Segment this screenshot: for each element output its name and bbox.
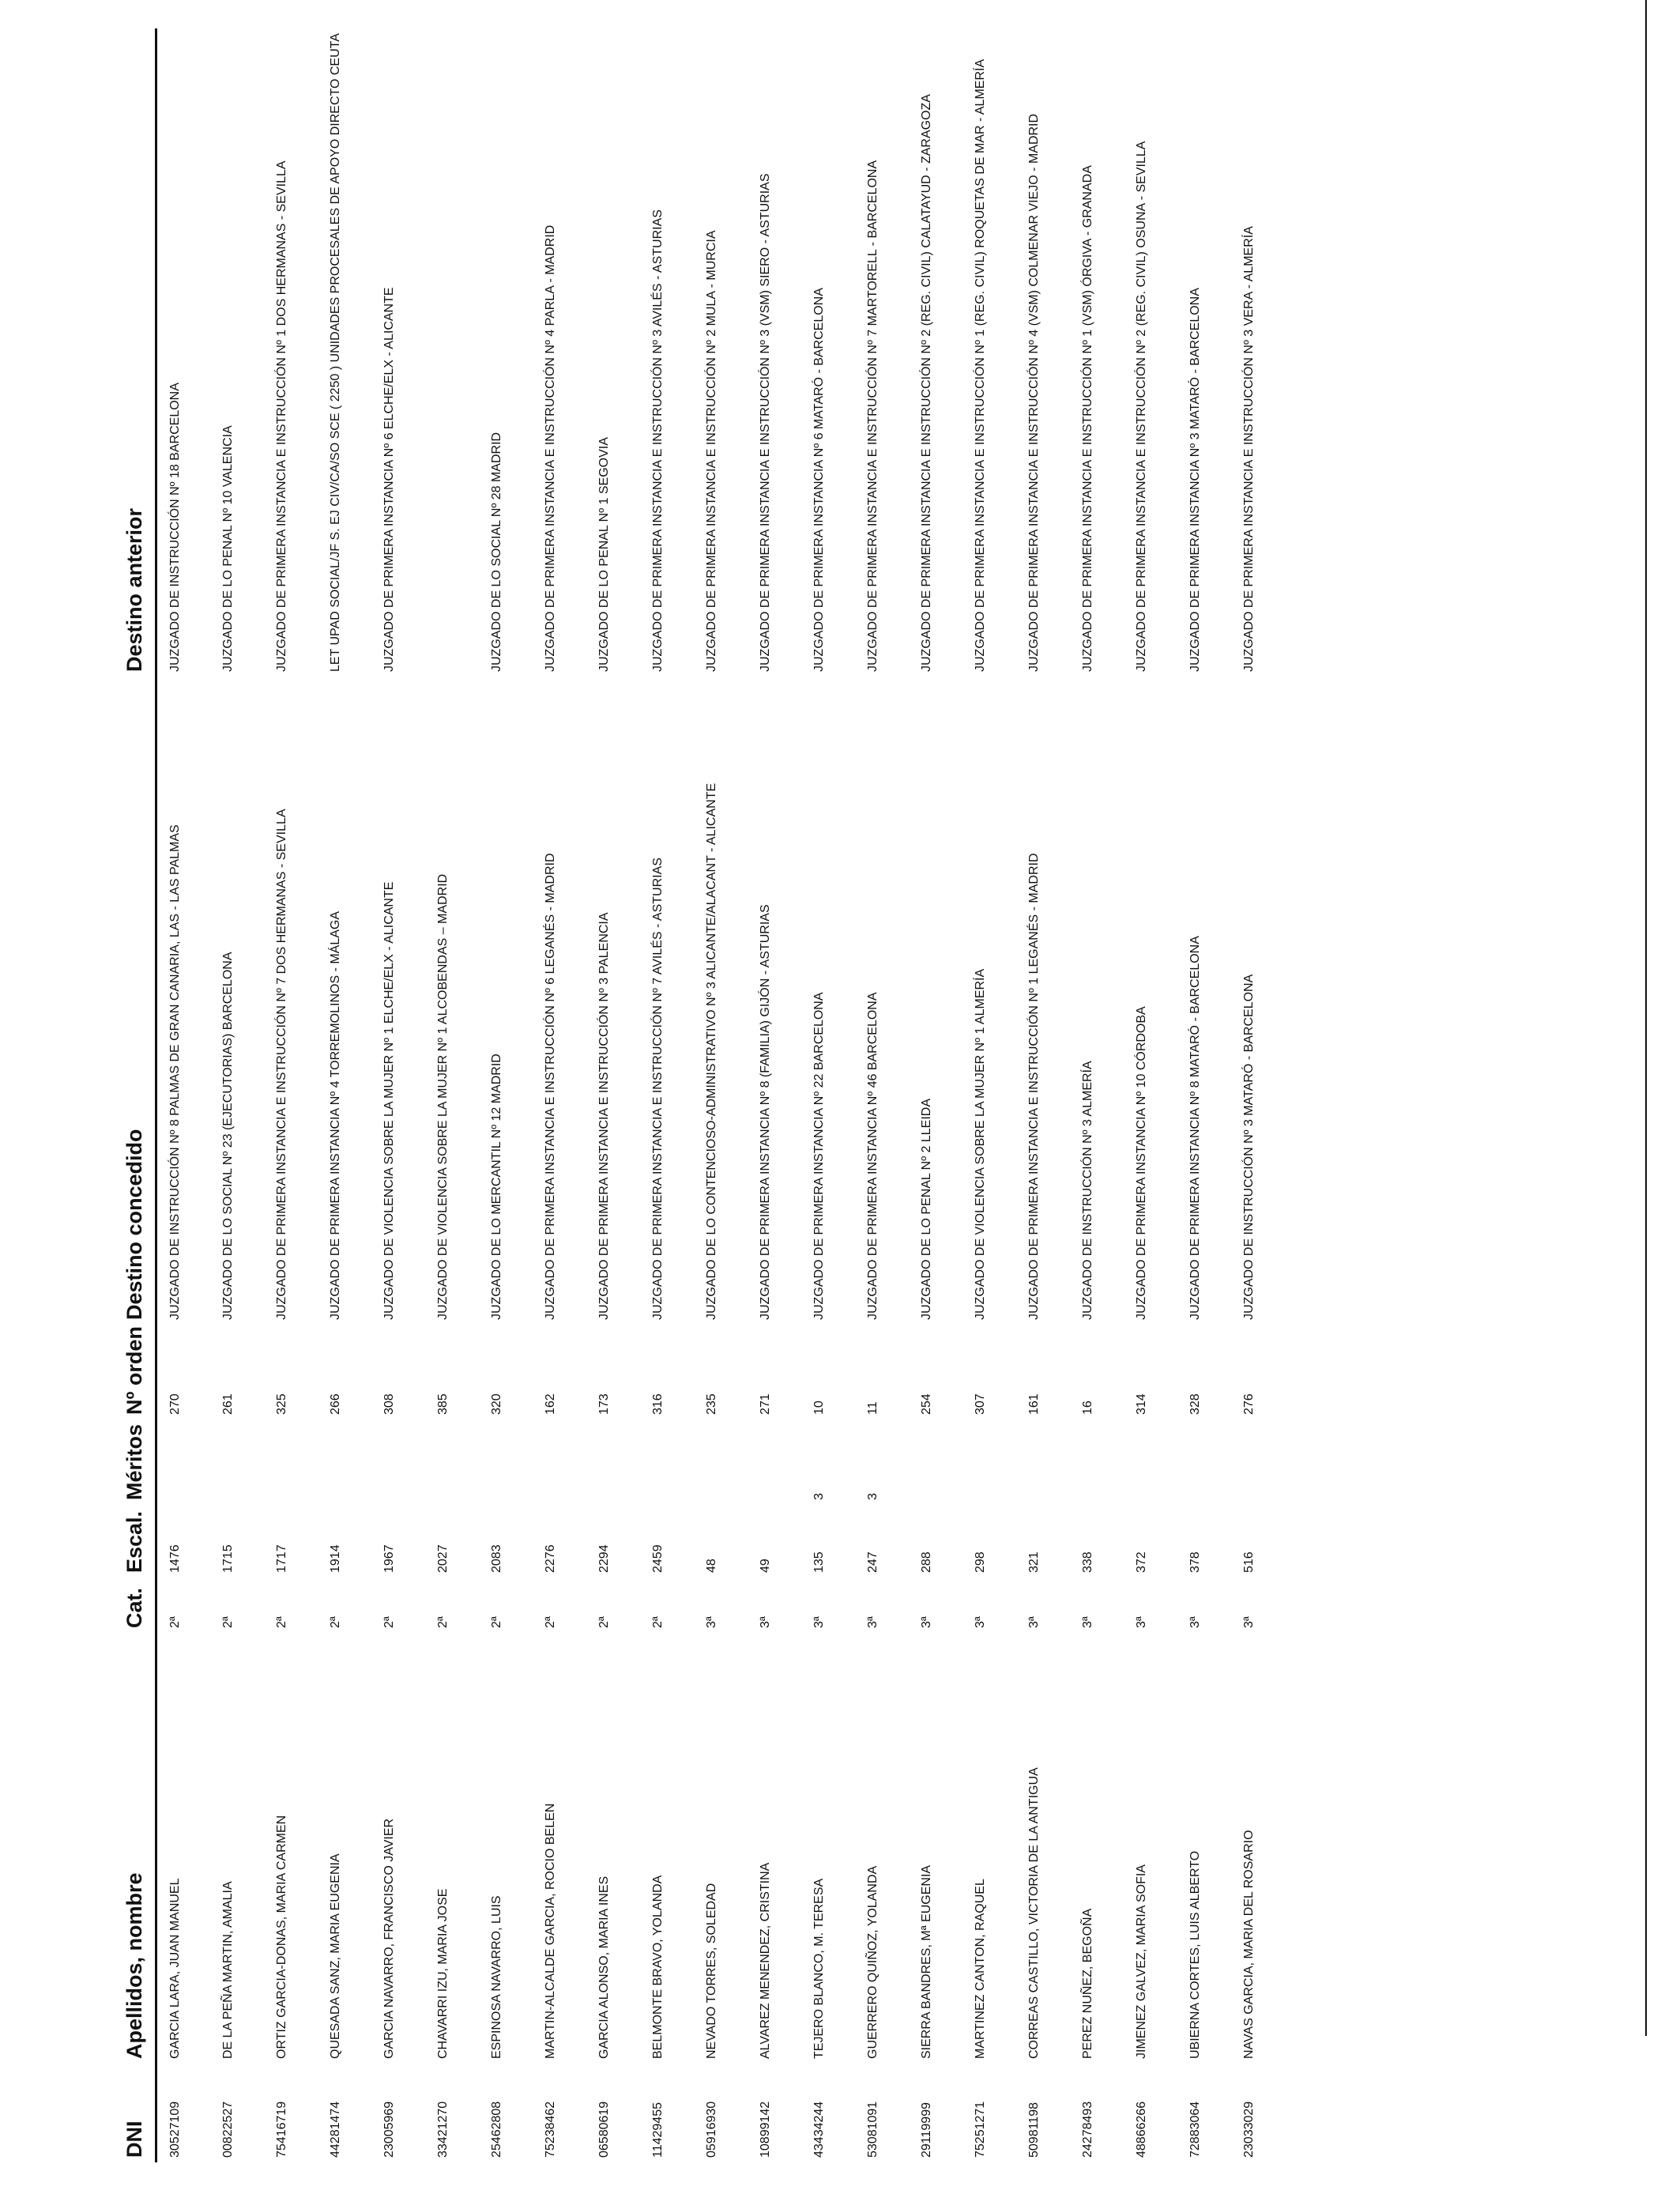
escal-cell: 1717: [274, 1544, 288, 1573]
escal-cell: 321: [1026, 1551, 1041, 1573]
destino-concedido-cell: JUZGADO DE PRIMERA INSTANCIA Nº 8 MATARÓ - BARCELONA: [1188, 936, 1202, 1320]
escal-cell: 2294: [597, 1544, 611, 1573]
orden-cell: 16: [1080, 1400, 1094, 1415]
meritos-cell: [1124, 1419, 1177, 1505]
name-cell: CORREAS CASTILLO, VICTORIA DE LA ANTIGUA: [1026, 1767, 1041, 2059]
destino-anterior-cell: JUZGADO DE PRIMERA INSTANCIA Nº 6 ELCHE/ELX - ALICANTE: [382, 287, 396, 672]
orden-cell: 276: [1241, 1393, 1256, 1415]
escal-cell: 247: [865, 1551, 880, 1573]
meritos-cell: [1177, 1419, 1231, 1505]
meritos-cell: [371, 1419, 425, 1505]
destino-anterior-cell: JUZGADO DE INSTRUCCIÓN Nº 18 BARCELONA: [168, 383, 182, 672]
orden-cell: 271: [758, 1393, 772, 1415]
table-row: [210, 28, 264, 2162]
cat-cell: 2ª: [597, 1616, 611, 1628]
name-cell: QUESADA SANZ, MARIA EUGENIA: [328, 1853, 342, 2059]
cat-cell: 2ª: [489, 1616, 503, 1628]
dni-cell: 72883064: [1188, 2101, 1202, 2158]
name-cell: GARCIA ALONSO, MARIA INES: [597, 1875, 611, 2059]
cat-cell: 2ª: [328, 1616, 342, 1628]
cat-cell: 2ª: [382, 1616, 396, 1628]
cat-cell: 2ª: [274, 1616, 288, 1628]
escal-cell: 378: [1188, 1551, 1202, 1573]
meritos-cell: [318, 1419, 371, 1505]
destino-concedido-cell: JUZGADO DE PRIMERA INSTANCIA Nº 10 CÓRDOBA: [1134, 1006, 1148, 1320]
orden-cell: 11: [865, 1401, 880, 1415]
name-cell: CHAVARRI IZU, MARIA JOSE: [435, 1888, 450, 2059]
destino-concedido-cell: JUZGADO DE PRIMERA INSTANCIA Nº 4 TORREMOLINOS - MÁLAGA: [328, 910, 342, 1320]
header-meritos: Méritos: [122, 1419, 156, 1505]
dni-cell: 11429455: [650, 2102, 665, 2158]
orden-cell: 314: [1134, 1393, 1148, 1415]
dni-cell: 75416719: [274, 2101, 288, 2158]
header-destino-anterior: Destino anterior: [122, 28, 156, 677]
dni-cell: 50981198: [1026, 2102, 1041, 2158]
destino-concedido-cell: JUZGADO DE VIOLENCIA SOBRE LA MUJER Nº 1 ALCOBENDAS – MADRID: [435, 873, 450, 1320]
name-cell: BELMONTE BRAVO, YOLANDA: [650, 1875, 665, 2059]
cat-cell: 2ª: [650, 1616, 665, 1628]
destino-anterior-cell: LET UPAD SOCIAL/JF S. EJ CIV/CA/SO SCE ( 2250 ) UNIDADES PROCESALES DE APOYO DIRECTO CEUTA: [328, 33, 342, 672]
orden-cell: 320: [489, 1393, 503, 1415]
destino-anterior-cell: JUZGADO DE PRIMERA INSTANCIA E INSTRUCCIÓN Nº 1 DOS HERMANAS - SEVILLA: [274, 160, 288, 672]
escal-cell: 2459: [650, 1544, 665, 1573]
cat-cell: 3ª: [1188, 1616, 1202, 1628]
dni-cell: 53081091: [865, 2101, 880, 2158]
destino-concedido-cell: JUZGADO DE INSTRUCCIÓN Nº 3 MATARÓ - BARCELONA: [1241, 974, 1256, 1320]
meritos-cell: [1016, 1419, 1070, 1505]
destino-concedido-cell: JUZGADO DE PRIMERA INSTANCIA Nº 22 BARCELONA: [812, 992, 826, 1320]
destino-anterior-cell: JUZGADO DE PRIMERA INSTANCIA E INSTRUCCIÓN Nº 1 (REG. CIVIL) ROQUETAS DE MAR - ALMERÍA: [973, 58, 987, 672]
dni-cell: 23005969: [382, 2101, 396, 2158]
destino-anterior-cell: JUZGADO DE PRIMERA INSTANCIA E INSTRUCCIÓN Nº 3 AVILÉS - ASTURIAS: [650, 209, 665, 672]
table-header: [122, 28, 156, 2162]
table-row: [1177, 28, 1231, 2162]
name-cell: JIMENEZ GALVEZ, MARIA SOFIA: [1134, 1864, 1148, 2059]
cat-cell: 3ª: [812, 1616, 826, 1628]
escal-cell: 298: [973, 1551, 987, 1573]
name-cell: MARTIN-ALCALDE GARCIA, ROCIO BELEN: [543, 1803, 557, 2059]
name-cell: ESPINOSA NAVARRO, LUIS: [489, 1895, 503, 2059]
header-escal: Escal.: [122, 1505, 156, 1578]
orden-cell: 162: [543, 1393, 557, 1415]
table-row: [479, 28, 533, 2162]
destino-concedido-cell: JUZGADO DE INSTRUCCIÓN Nº 8 PALMAS DE GRAN CANARIA, LAS - LAS PALMAS: [168, 824, 182, 1320]
meritos-cell: 3: [812, 1493, 826, 1500]
assignments-table: [122, 28, 1285, 2162]
destino-concedido-cell: JUZGADO DE PRIMERA INSTANCIA E INSTRUCCIÓN Nº 6 LEGANÉS - MADRID: [543, 853, 557, 1320]
meritos-cell: [264, 1419, 318, 1505]
table-row: [694, 28, 748, 2162]
destino-anterior-cell: JUZGADO DE PRIMERA INSTANCIA E INSTRUCCIÓN Nº 2 (REG. CIVIL) OSUNA - SEVILLA: [1134, 141, 1148, 672]
dni-cell: 05916930: [704, 2101, 718, 2158]
meritos-cell: [694, 1419, 748, 1505]
cat-cell: 3ª: [704, 1616, 718, 1628]
name-cell: GARCIA LARA, JUAN MANUEL: [168, 1878, 182, 2059]
meritos-cell: [909, 1419, 962, 1505]
meritos-cell: [425, 1419, 479, 1505]
cat-cell: 2ª: [435, 1616, 450, 1628]
cat-cell: 2ª: [543, 1616, 557, 1628]
meritos-cell: [640, 1419, 694, 1505]
orden-cell: 325: [274, 1393, 288, 1415]
escal-cell: 1476: [168, 1544, 182, 1573]
meritos-cell: [533, 1419, 586, 1505]
destino-concedido-cell: JUZGADO DE PRIMERA INSTANCIA E INSTRUCCIÓN Nº 7 AVILÉS - ASTURIAS: [650, 858, 665, 1320]
name-cell: MARTINEZ CANTON, RAQUEL: [973, 1879, 987, 2059]
orden-cell: 10: [812, 1400, 826, 1415]
meritos-cell: [479, 1419, 533, 1505]
header-destino-concedido: Destino concedido: [122, 677, 156, 1325]
orden-cell: 173: [597, 1393, 611, 1415]
name-cell: SIERRA BANDRES, Mª EUGENIA: [919, 1864, 933, 2059]
destino-anterior-cell: JUZGADO DE PRIMERA INSTANCIA E INSTRUCCIÓN Nº 3 VERA - ALMERÍA: [1241, 226, 1256, 672]
dni-cell: 24278493: [1080, 2101, 1094, 2158]
cat-cell: 3ª: [1080, 1616, 1094, 1628]
destino-concedido-cell: JUZGADO DE LO MERCANTIL Nº 12 MADRID: [489, 1054, 503, 1320]
table-row: [425, 28, 479, 2162]
destino-anterior-cell: JUZGADO DE PRIMERA INSTANCIA E INSTRUCCIÓN Nº 2 (REG. CIVIL) CALATAYUD - ZARAGOZA: [919, 94, 933, 672]
destino-anterior-cell: JUZGADO DE PRIMERA INSTANCIA E INSTRUCCIÓN Nº 3 (VSM) SIERO - ASTURIAS: [758, 173, 772, 672]
dni-cell: 00822527: [220, 2101, 235, 2158]
table-row: [748, 28, 801, 2162]
name-cell: GARCIA NAVARRO, FRANCISCO JAVIER: [382, 1818, 396, 2059]
cat-cell: 2ª: [220, 1616, 235, 1628]
destino-concedido-cell: JUZGADO DE VIOLENCIA SOBRE LA MUJER Nº 1 ALMERÍA: [973, 968, 987, 1320]
escal-cell: 2083: [489, 1544, 503, 1573]
orden-cell: 308: [382, 1393, 396, 1415]
dni-cell: 23033029: [1241, 2101, 1256, 2158]
dni-cell: 48866266: [1134, 2101, 1148, 2158]
destino-anterior-cell: [425, 28, 479, 677]
dni-cell: 06580619: [597, 2101, 611, 2158]
table-body: [156, 28, 1285, 2162]
escal-cell: 135: [812, 1551, 826, 1573]
orden-cell: 307: [973, 1393, 987, 1415]
orden-cell: 328: [1188, 1393, 1202, 1415]
dni-cell: 33421270: [435, 2101, 450, 2158]
orden-cell: 270: [168, 1393, 182, 1415]
escal-cell: 1967: [382, 1544, 396, 1573]
destino-anterior-cell: JUZGADO DE PRIMERA INSTANCIA E INSTRUCCIÓN Nº 7 MARTORELL - BARCELONA: [865, 160, 880, 672]
cat-cell: 3ª: [973, 1616, 987, 1628]
name-cell: GUERRERO QUIÑOZ, YOLANDA: [865, 1865, 880, 2059]
name-cell: UBIERNA CORTES, LUIS ALBERTO: [1188, 1850, 1202, 2059]
table-row: [855, 28, 909, 2162]
escal-cell: 1914: [328, 1544, 342, 1573]
name-cell: PEREZ NUÑEZ, BEGOÑA: [1080, 1908, 1094, 2059]
name-cell: NEVADO TORRES, SOLEDAD: [704, 1883, 718, 2059]
name-cell: TEJERO BLANCO, M. TERESA: [812, 1878, 826, 2059]
escal-cell: 2027: [435, 1544, 450, 1573]
meritos-cell: [210, 1419, 264, 1505]
cat-cell: 2ª: [168, 1616, 182, 1628]
name-cell: DE LA PEÑA MARTIN, AMALIA: [220, 1881, 235, 2059]
header-row: [122, 28, 156, 2162]
cat-cell: 3ª: [758, 1616, 772, 1628]
name-cell: ORTIZ GARCIA-DONAS, MARIA CARMEN: [274, 1815, 288, 2059]
table-row: [318, 28, 371, 2162]
escal-cell: 49: [758, 1559, 772, 1573]
header-name: Apellidos, nombre: [122, 1633, 156, 2064]
table-row: [586, 28, 640, 2162]
table-row: [801, 28, 855, 2162]
table-row: [640, 28, 694, 2162]
table-row: [371, 28, 425, 2162]
dni-cell: 43434244: [812, 2101, 826, 2158]
destino-anterior-cell: JUZGADO DE LO PENAL Nº 1 SEGOVIA: [597, 437, 611, 672]
orden-cell: 316: [650, 1393, 665, 1415]
destino-concedido-cell: JUZGADO DE VIOLENCIA SOBRE LA MUJER Nº 1 ELCHE/ELX - ALICANTE: [382, 881, 396, 1320]
orden-cell: 254: [919, 1393, 933, 1415]
escal-cell: 2276: [543, 1544, 557, 1573]
dni-cell: 10899142: [758, 2101, 772, 2158]
escal-cell: 288: [919, 1551, 933, 1573]
destino-concedido-cell: JUZGADO DE INSTRUCCIÓN Nº 3 ALMERÍA: [1080, 1061, 1094, 1320]
table-row: [264, 28, 318, 2162]
table-row: [1016, 28, 1070, 2162]
dni-cell: 30527109: [168, 2101, 182, 2158]
destino-concedido-cell: JUZGADO DE LO PENAL Nº 2 LLEIDA: [919, 1099, 933, 1320]
escal-cell: 516: [1241, 1551, 1256, 1573]
meritos-cell: [1231, 1419, 1285, 1505]
header-cat: Cat.: [122, 1578, 156, 1633]
destino-concedido-cell: JUZGADO DE LO SOCIAL Nº 23 (EJECUTORIAS) BARCELONA: [220, 952, 235, 1320]
escal-cell: 1715: [220, 1544, 235, 1573]
destino-concedido-cell: JUZGADO DE PRIMERA INSTANCIA Nº 46 BARCELONA: [865, 992, 880, 1320]
destino-anterior-cell: JUZGADO DE PRIMERA INSTANCIA Nº 6 MATARÓ - BARCELONA: [812, 288, 826, 672]
meritos-cell: [962, 1419, 1016, 1505]
name-cell: ALVAREZ MENENDEZ, CRISTINA: [758, 1862, 772, 2059]
cat-cell: 3ª: [919, 1616, 933, 1628]
meritos-cell: [156, 1419, 210, 1505]
header-dni: DNI: [122, 2064, 156, 2162]
orden-cell: 235: [704, 1393, 718, 1415]
dni-cell: 44281474: [328, 2101, 342, 2158]
destino-anterior-cell: JUZGADO DE PRIMERA INSTANCIA E INSTRUCCIÓN Nº 1 (VSM) ÓRGIVA - GRANADA: [1080, 165, 1094, 672]
cat-cell: 3ª: [1134, 1616, 1148, 1628]
destino-anterior-cell: JUZGADO DE PRIMERA INSTANCIA E INSTRUCCIÓN Nº 4 (VSM) COLMENAR VIEJO - MADRID: [1026, 113, 1041, 672]
header-orden: Nº orden: [122, 1325, 156, 1419]
meritos-cell: [1070, 1419, 1124, 1505]
meritos-cell: [586, 1419, 640, 1505]
escal-cell: 338: [1080, 1551, 1094, 1573]
table-row: [909, 28, 962, 2162]
orden-cell: 161: [1026, 1393, 1041, 1415]
destino-concedido-cell: JUZGADO DE PRIMERA INSTANCIA E INSTRUCCIÓN Nº 1 LEGANÉS - MADRID: [1026, 853, 1041, 1320]
destino-anterior-cell: JUZGADO DE PRIMERA INSTANCIA Nº 3 MATARÓ - BARCELONA: [1188, 288, 1202, 672]
escal-cell: 372: [1134, 1551, 1148, 1573]
destino-anterior-cell: JUZGADO DE LO SOCIAL Nº 28 MADRID: [489, 432, 503, 672]
orden-cell: 385: [435, 1393, 450, 1415]
destino-concedido-cell: JUZGADO DE PRIMERA INSTANCIA Nº 8 (FAMILIA) GIJÓN - ASTURIAS: [758, 904, 772, 1320]
dni-cell: 75251271: [973, 2101, 987, 2158]
dni-cell: 29119999: [919, 2102, 933, 2158]
table-row: [533, 28, 586, 2162]
name-cell: NAVAS GARCIA, MARIA DEL ROSARIO: [1241, 1830, 1256, 2059]
table-row: [1070, 28, 1124, 2162]
right-margin-rule: [1645, 0, 1647, 2036]
dni-cell: 75238462: [543, 2101, 557, 2158]
destino-anterior-cell: JUZGADO DE LO PENAL Nº 10 VALENCIA: [220, 425, 235, 672]
destino-concedido-cell: JUZGADO DE LO CONTENCIOSO-ADMINISTRATIVO Nº 3 ALICANTE/ALACANT - ALICANTE: [704, 782, 718, 1320]
table-row: [1124, 28, 1177, 2162]
dni-cell: 25462808: [489, 2101, 503, 2158]
cat-cell: 3ª: [1026, 1616, 1041, 1628]
meritos-cell: [748, 1419, 801, 1505]
orden-cell: 266: [328, 1393, 342, 1415]
escal-cell: 48: [704, 1559, 718, 1573]
orden-cell: 261: [220, 1393, 235, 1415]
destino-anterior-cell: JUZGADO DE PRIMERA INSTANCIA E INSTRUCCIÓN Nº 2 MULA - MURCIA: [704, 230, 718, 672]
destino-anterior-cell: JUZGADO DE PRIMERA INSTANCIA E INSTRUCCIÓN Nº 4 PARLA - MADRID: [543, 224, 557, 672]
cat-cell: 3ª: [1241, 1616, 1256, 1628]
destino-concedido-cell: JUZGADO DE PRIMERA INSTANCIA E INSTRUCCIÓN Nº 7 DOS HERMANAS - SEVILLA: [274, 809, 288, 1320]
table-row: [1231, 28, 1285, 2162]
meritos-cell: 3: [865, 1493, 880, 1500]
cat-cell: 3ª: [865, 1616, 880, 1628]
table-row: [962, 28, 1016, 2162]
destino-concedido-cell: JUZGADO DE PRIMERA INSTANCIA E INSTRUCCIÓN Nº 3 PALENCIA: [597, 912, 611, 1320]
table-row: [156, 28, 210, 2162]
